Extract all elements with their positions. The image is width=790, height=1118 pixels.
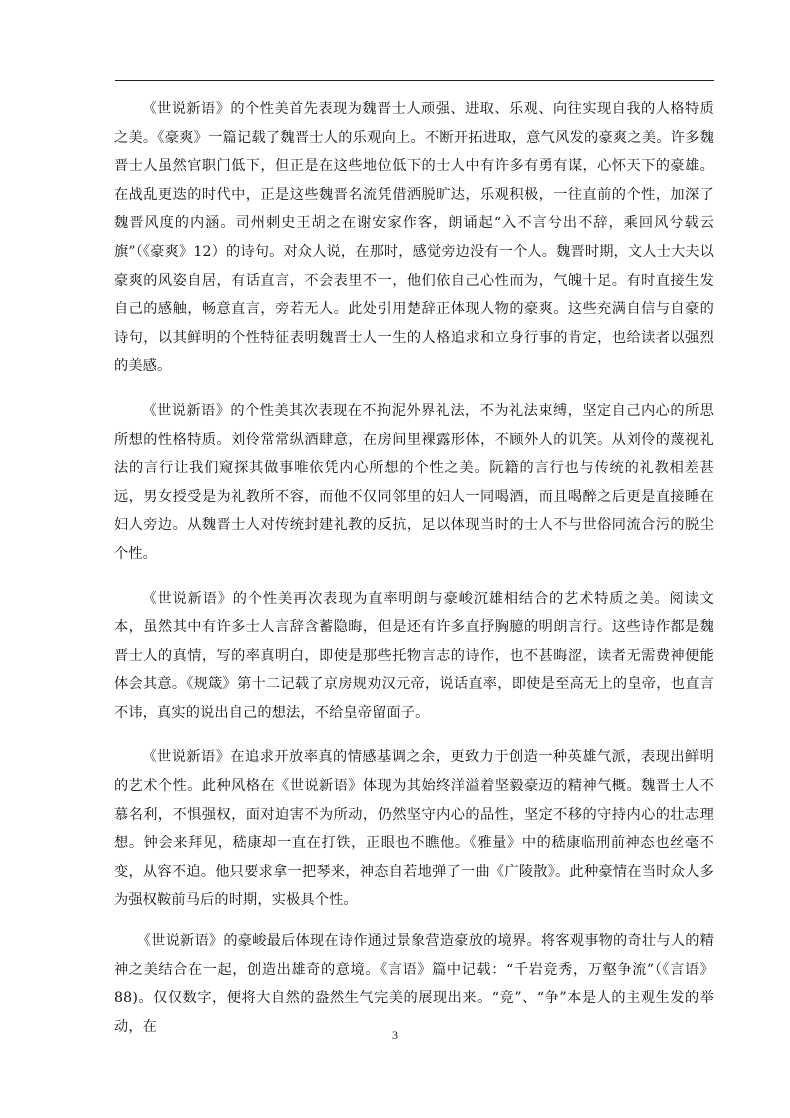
header-rule	[115, 80, 714, 81]
paragraph-3: 《世说新语》的个性美再次表现为直率明朗与豪峻沉雄相结合的艺术特质之美。阅读文本，虽然其中有许多士人言辞含蓄隐晦，但是还有许多直抒胸臆的明朗言行。这些诗作都是魏晋士人的真情，写的率真明白，即使是那些托物言志的诗作，也不甚晦涩，读者无需费神便能体会其意。《规箴》第十二记载了京房规劝汉元帝，说话直率，即使是至高无上的皇帝，也直言不讳，真实的说出自己的想法，不给皇帝留面子。	[114, 590, 714, 721]
paragraph-2: 《世说新语》的个性美其次表现在不拘泥外界礼法，不为礼法束缚，坚定自己内心的所思所想的性格特质。刘伶常常纵酒肆意，在房间里裸露形体，不顾外人的讥笑。从刘伶的蔑视礼法的言行让我们窥探其做事唯依凭内心所想的个性之美。阮籍的言行也与传统的礼教相差甚远，男女授受是为礼教所不容，而他不仅同邻里的妇人一同喝酒，而且喝醉之后更是直接睡在妇人旁边。从魏晋士人对传统封建礼教的反抗，足以体现当时的士人不与世俗同流合污的脱尘个性。	[114, 402, 714, 562]
page-number: 3	[392, 1028, 398, 1042]
document-body	[114, 95, 714, 1041]
paragraph-4: 《世说新语》在追求开放率真的情感基调之余，更致力于创造一种英雄气派，表现出鲜明的艺术个性。此种风格在《世说新语》体现为其始终洋溢着坚毅豪迈的精神气概。魏晋士人不慕名利，不惧强权，面对迫害不为所动，仍然坚守内心的品性，坚定不移的守持内心的壮志理想。钟会来拜见，嵇康却一直在打铁，正眼也不瞧他。《雅量》中的嵇康临刑前神态也丝毫不变，从容不迫。他只要求拿一把琴来，神态自若地弹了一曲《广陵散》。此种豪情在当时众人多为强权鞍前马后的时期，实极具个性。	[114, 749, 714, 909]
paragraph-1: 《世说新语》的个性美首先表现为魏晋士人顽强、进取、乐观、向往实现自我的人格特质之美。《豪爽》一篇记载了魏晋士人的乐观向上。不断开拓进取，意气风发的豪爽之美。许多魏晋士人虽然官职门低下，但正是在这些地位低下的士人中有许多有勇有谋，心怀天下的豪雄。在战乱更迭的时代中，正是这些魏晋名流凭借洒脱旷达，乐观积极，一往直前的个性，加深了魏晋风度的内涵。司州刺史王胡之在谢安家作客，朗诵起“入不言兮出不辞，乘回风兮载云旗”（《豪爽》12）的诗句。对众人说，在那时，感觉旁边没有一个人。魏晋时期，文人士大夫以豪爽的风姿自居，有话直言，不会表里不一，他们依自己心性而为，气魄十足。有时直接生发自己的感触，畅意直言，旁若无人。此处引用楚辞正体现人物的豪爽。这些充满自信与自豪的诗句，以其鲜明的个性特征表明魏晋士人一生的人格追求和立身行事的肯定，也给读者以强烈的美感。	[114, 101, 714, 375]
paragraph-5: 《世说新语》的豪峻最后体现在诗作通过景象营造豪放的境界。将客观事物的奇壮与人的精神之美结合在一起，创造出雄奇的意境。《言语》篇中记载：“千岩竞秀，万壑争流”（《言语》88)。仅仅数字，便将大自然的盎然生气完美的展现出来。“竞”、“争”本是人的主观生发的举动，在	[114, 933, 714, 1035]
